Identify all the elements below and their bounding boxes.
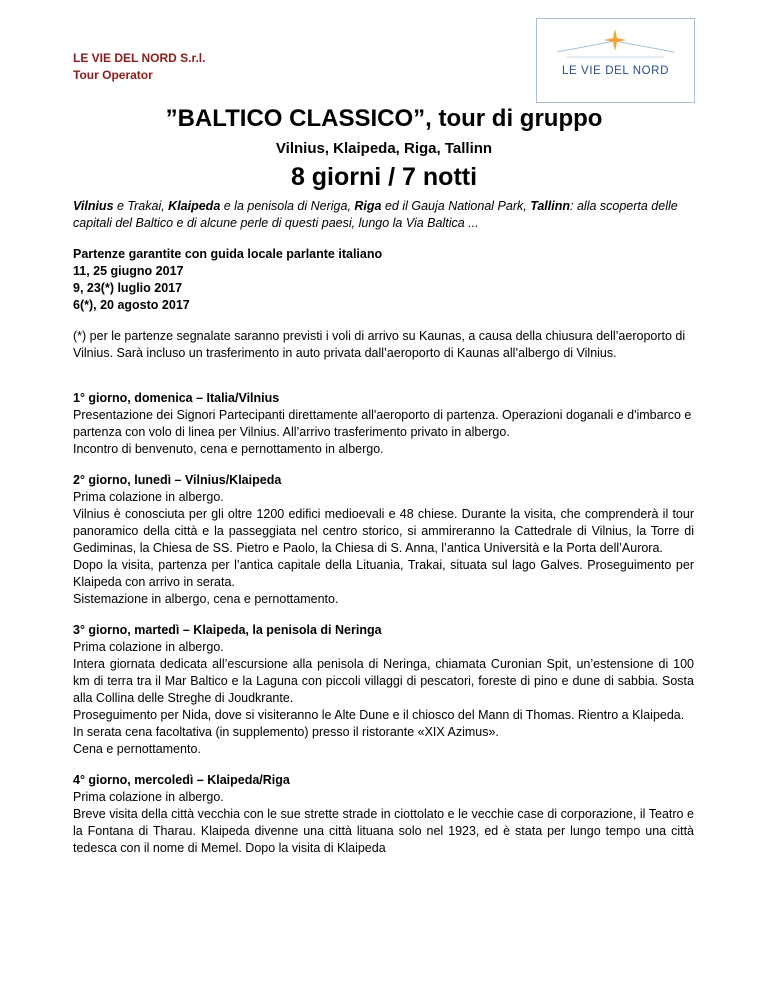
- day-title: 3° giorno, martedì – Klaipeda, la penisola di Neringa: [73, 623, 382, 637]
- departure-date: 6(*), 20 agosto 2017: [73, 298, 190, 312]
- day-paragraph: Sistemazione in albergo, cena e pernottamento.: [73, 592, 339, 606]
- logo-text: LE VIE DEL NORD: [562, 65, 669, 77]
- day-2: [73, 472, 694, 608]
- company-role: Tour Operator: [73, 68, 153, 82]
- departures-block: [73, 246, 694, 314]
- day-paragraph: Prima colazione in albergo.: [73, 490, 224, 504]
- tour-duration: 8 giorni / 7 notti: [290, 163, 478, 191]
- company-name: LE VIE DEL NORD S.r.l.: [73, 51, 206, 65]
- day-paragraph: Dopo la visita, partenza per l’antica capitale della Lituania, Trakai, situata sul lago Galves. Proseguimento per Klaipeda con arrivo in serata.: [73, 558, 694, 589]
- document-body: [73, 198, 694, 871]
- day-title: 2° giorno, lunedì – Vilnius/Klaipeda: [73, 473, 282, 487]
- tour-cities: Vilnius, Klaipeda, Riga, Tallinn: [275, 140, 493, 157]
- intro-klaipeda: Klaipeda: [168, 199, 221, 213]
- star-icon: [537, 19, 694, 102]
- intro-vilnius: Vilnius: [73, 199, 114, 213]
- intro-paragraph: [73, 198, 694, 232]
- day-paragraph: Prima colazione in albergo.: [73, 640, 224, 654]
- day-paragraph: In serata cena facoltativa (in supplemento) presso il ristorante «XIX Azimus».: [73, 725, 499, 739]
- intro-text-3: ed il Gauja National Park,: [381, 199, 531, 213]
- day-3: [73, 622, 694, 758]
- intro-text-1: e Trakai,: [113, 199, 169, 213]
- day-paragraph: Prima colazione in albergo.: [73, 790, 224, 804]
- day-paragraph: Incontro di benvenuto, cena e pernottamento in albergo.: [73, 442, 384, 456]
- intro-riga: Riga: [354, 199, 382, 213]
- title-block: [0, 104, 768, 193]
- day-paragraph: Presentazione dei Signori Partecipanti direttamente all'aeroporto di partenza. Operazioni doganali e d'imbarco e partenza con volo di linea per Vilnius. All’arrivo trasferimento privato in albergo.: [73, 408, 692, 439]
- day-paragraph: Intera giornata dedicata all’escursione alla penisola di Neringa, chiamata Curonian Spit, un’estensione di 100 km di terra tra il Mar Baltico e la Laguna con piccoli villaggi di pescatori, foreste di pino e dune di sabbia. Sosta alla Collina delle Streghe di Joudkrante.: [73, 657, 694, 705]
- departures-heading: Partenze garantite con guida locale parlante italiano: [73, 247, 383, 261]
- intro-text-4: : alla scoperta delle capitali del Baltico e di alcune perle di questi paesi, lungo la Via Baltica ...: [73, 199, 678, 230]
- day-4: [73, 772, 694, 857]
- day-paragraph: Proseguimento per Nida, dove si visiteranno le Alte Dune e il chiosco del Mann di Thomas. Rientro a Klaipeda.: [73, 708, 685, 722]
- day-paragraph: Breve visita della città vecchia con le sue strette strade in ciottolato e le vecchie case di corporazione, il Teatro e la Fontana di Tharau. Klaipeda divenne una città lituana solo nel 1923, ed è stata per lungo tempo una città tedesca con il nome di Memel. Dopo la visita di Klaipeda: [73, 807, 694, 855]
- day-paragraph: Cena e pernottamento.: [73, 742, 201, 756]
- kaunas-note: (*) per le partenze segnalate saranno previsti i voli di arrivo su Kaunas, a causa della chiusura dell’aeroporto di Vilnius. Sarà incluso un trasferimento in auto privata dall’aeroporto di Kaunas all’albergo di Vilnius.: [73, 329, 686, 360]
- day-title: 1° giorno, domenica – Italia/Vilnius: [73, 391, 280, 405]
- departure-date: 9, 23(*) luglio 2017: [73, 281, 183, 295]
- departure-date: 11, 25 giugno 2017: [73, 264, 184, 278]
- spacer: [73, 376, 694, 390]
- day-1: [73, 390, 694, 458]
- company-header: [73, 50, 205, 84]
- day-title: 4° giorno, mercoledì – Klaipeda/Riga: [73, 773, 290, 787]
- day-paragraph: Vilnius è conosciuta per gli oltre 1200 edifici medioevali e 48 chiese. Durante la visita, che comprenderà il tour panoramico della città e la passeggiata nel centro storico, si ammireranno la Cattedrale di Vilnius, la Torre di Gediminas, la Chiesa de SS. Pietro e Paolo, la Chiesa di S. Anna, l’antica Università e la Porta dell’Aurora.: [73, 507, 694, 555]
- intro-text-2: e la penisola di Neriga,: [220, 199, 355, 213]
- company-logo: [536, 18, 695, 103]
- intro-tallinn: Tallinn: [530, 199, 571, 213]
- tour-title: ”BALTICO CLASSICO”, tour di gruppo: [165, 105, 603, 132]
